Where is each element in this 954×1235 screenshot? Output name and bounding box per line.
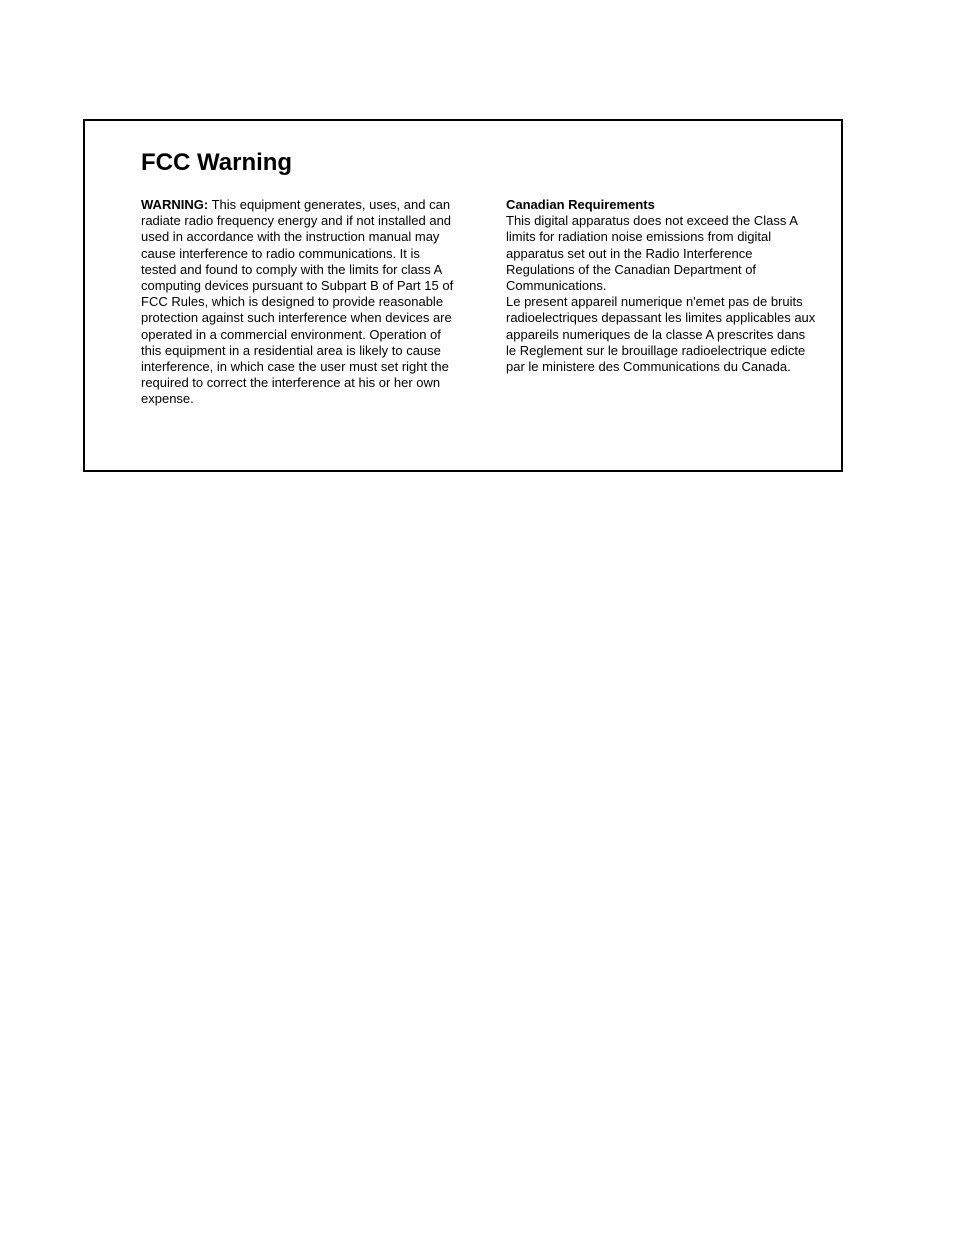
warning-text: This equipment generates, uses, and can radiate radio frequency energy and if not installed and used in accordance with the instruction manual may cause interference to radio communications. It is tested and found to comply with the limits for class A computing devices pursuant to Subpart B of Part 15 of FCC Rules, which is designed to provide reasonable protection against such interference when devices are operated in a commercial environment. Operation of this equipment in a residential area is likely to cause interference, in which case the user must set right the required to correct the interference at his or her own expense. — [141, 197, 454, 407]
warning-paragraph — [141, 197, 457, 408]
fcc-notice-box — [83, 119, 843, 472]
page-title: FCC Warning — [141, 149, 293, 176]
canadian-requirements-section — [506, 197, 816, 375]
canadian-requirements-heading: Canadian Requirements — [506, 197, 655, 212]
warning-lead: WARNING: — [141, 197, 209, 212]
canadian-french-text: Le present appareil numerique n'emet pas de bruits radioelectriques depassant les limites applicables aux appareils numeriques de la classe A prescrites dans le Reglement sur le brouillage radioelectrique edicte par le ministere des Communications du Canada. — [506, 294, 816, 375]
canadian-english-text: This digital apparatus does not exceed the Class A limits for radiation noise emissions from digital apparatus set out in the Radio Interference Regulations of the Canadian Department of Communications. — [506, 213, 798, 294]
